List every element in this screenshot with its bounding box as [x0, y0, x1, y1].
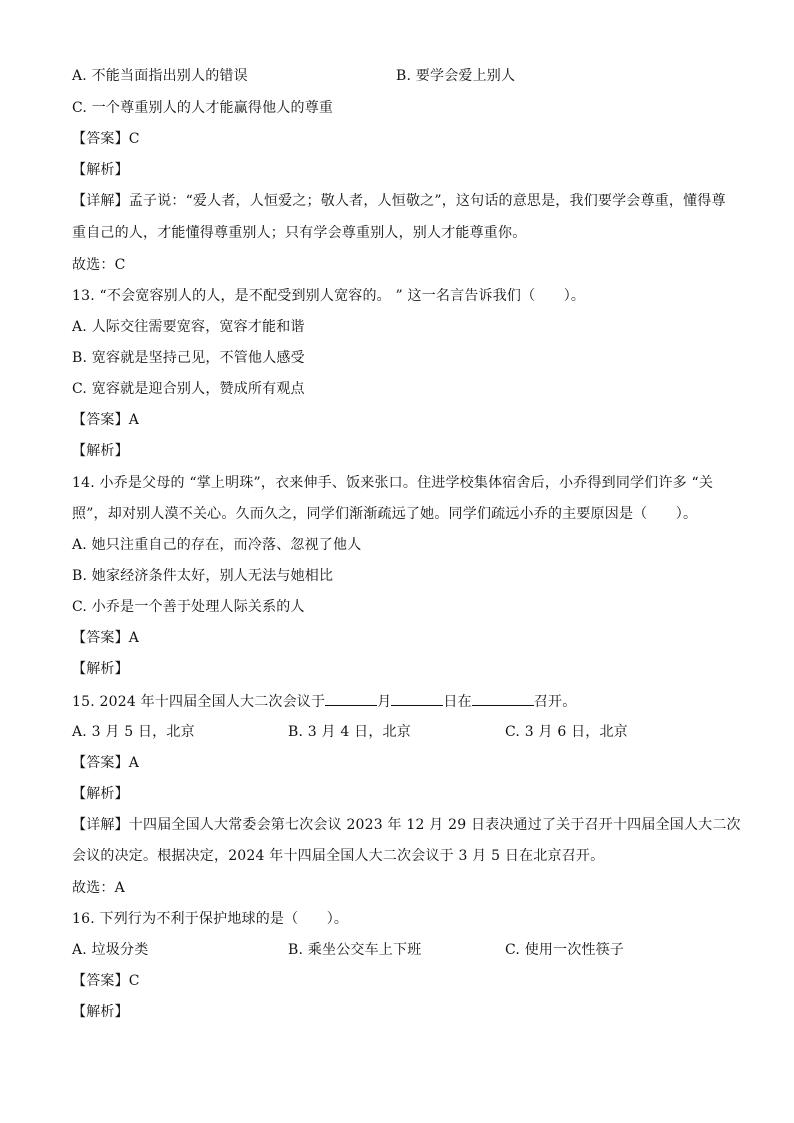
q14-stem-line-2: 照”，却对别人漠不关心。久而久之，同学们渐渐疏远了她。同学们疏远小乔的主要原因是（ ）。: [72, 506, 698, 522]
q15-blank-place: [472, 691, 534, 706]
q15-stem-part-4: 召开。: [533, 694, 577, 710]
q13-answer: 【答案】A: [72, 412, 140, 428]
q16-option-c: C. 使用一次性筷子: [505, 942, 625, 958]
q13-option-a: A. 人际交往需要宽容，宽容才能和谐: [72, 319, 305, 335]
q14-stem-line-1: 14. 小乔是父母的 “掌上明珠”，衣来伸手、饭来张口。住进学校集体宿舍后，小乔得到同学们许多 “关: [72, 475, 714, 491]
q12-choice: 故选：C: [72, 257, 126, 273]
q15-detail-line-1: 【详解】十四届全国人大常委会第七次会议 2023 年 12 月 29 日表决通过了关于召开十四届全国人大二次: [72, 817, 741, 833]
q13-option-c: C. 宽容就是迎合别人，赞成所有观点: [72, 381, 305, 397]
q12-answer: 【答案】C: [72, 131, 140, 147]
q15-stem-part-1: 15. 2024 年十四届全国人大二次会议于: [72, 694, 326, 710]
q15-option-c: C. 3 月 6 日，北京: [505, 724, 628, 740]
q14-option-b: B. 她家经济条件太好，别人无法与她相比: [72, 568, 334, 584]
q15-blank-month: [325, 691, 377, 706]
q12-option-a: A. 不能当面指出别人的错误: [72, 68, 248, 84]
q15-stem: [72, 691, 576, 712]
q14-answer: 【答案】A: [72, 630, 140, 646]
q15-choice: 故选：A: [72, 880, 125, 896]
q12-detail-line-1: 【详解】孟子说：“爱人者，人恒爱之；敬人者，人恒敬之”，这句话的意思是，我们要学会尊重，懂得尊: [72, 193, 726, 209]
q12-option-b: B. 要学会爱上别人: [396, 68, 516, 84]
q12-analysis-label: 【解析】: [72, 162, 129, 178]
q15-option-b: B. 3 月 4 日，北京: [288, 724, 411, 740]
q15-option-a: A. 3 月 5 日，北京: [72, 724, 195, 740]
q16-analysis-label: 【解析】: [72, 1004, 129, 1020]
q15-detail-line-2: 会议的决定。根据决定，2024 年十四届全国人大二次会议于 3 月 5 日在北京召开。: [72, 848, 605, 864]
q15-stem-part-3: 日在: [443, 694, 472, 710]
q13-option-b: B. 宽容就是坚持己见，不管他人感受: [72, 350, 305, 366]
q12-detail-line-2: 重自己的人，才能懂得尊重别人；只有学会尊重别人，别人才能尊重你。: [72, 225, 527, 241]
q16-option-b: B. 乘坐公交车上下班: [288, 942, 422, 958]
q15-stem-part-2: 月: [377, 694, 392, 710]
q13-stem: 13. “不会宽容别人的人，是不配受到别人宽容的。 ” 这一名言告诉我们（ ）。: [72, 288, 586, 304]
q14-analysis-label: 【解析】: [72, 661, 129, 677]
q12-option-c: C. 一个尊重别人的人才能赢得他人的尊重: [72, 100, 334, 116]
q15-analysis-label: 【解析】: [72, 786, 129, 802]
q14-option-a: A. 她只注重自己的存在，而冷落、忽视了他人: [72, 537, 362, 553]
q15-answer: 【答案】A: [72, 755, 140, 771]
q13-analysis-label: 【解析】: [72, 443, 129, 459]
q15-blank-day: [391, 691, 443, 706]
q16-stem: 16. 下列行为不利于保护地球的是（ ）。: [72, 911, 349, 927]
q16-option-a: A. 垃圾分类: [72, 942, 149, 958]
q14-option-c: C. 小乔是一个善于处理人际关系的人: [72, 599, 305, 615]
q16-answer: 【答案】C: [72, 973, 140, 989]
